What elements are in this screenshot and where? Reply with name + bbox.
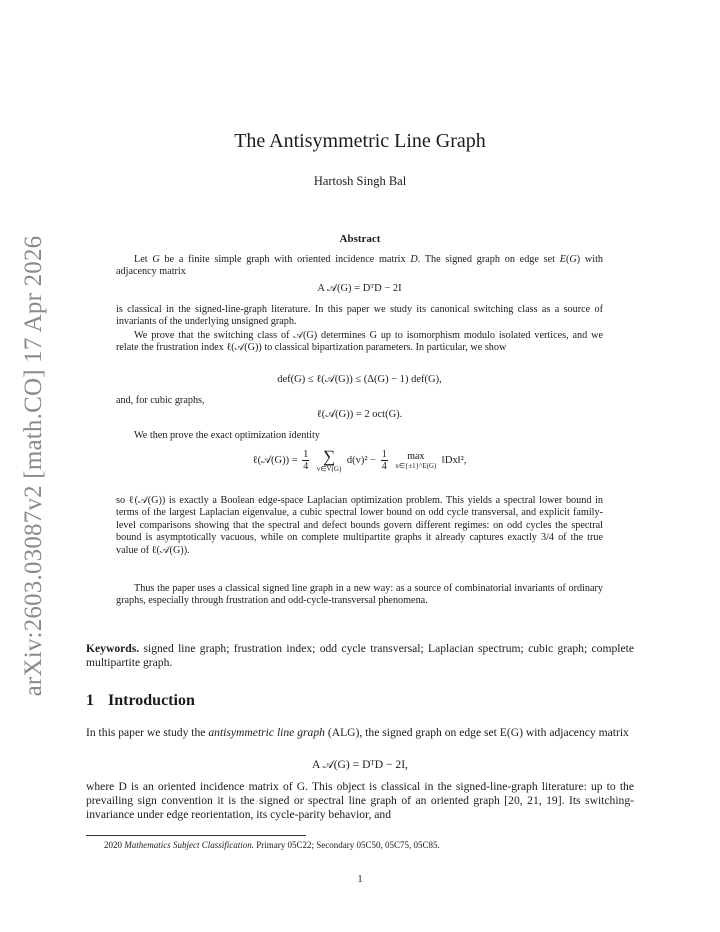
- abstract-paragraph-6: so ℓ(𝒜(G)) is exactly a Boolean edge-space Laplacian optimization problem. This yields a spectral lower bound in terms of the largest Laplacian eigenvalue, a cubic spectral lower bound on odd cycle transversal, and explicit family-level comparisons showing that the spectral and defect bounds govern different regimes: on odd cycles the spectral bound is asymptotically vacuous, while on complete multipartite graphs it already captures exactly 3/4 of the true value of ℓ(𝒜(G)).: [116, 495, 603, 556]
- abstract-equation-2: def(G) ≤ ℓ(𝒜(G)) ≤ (Δ(G) − 1) def(G),: [277, 374, 442, 385]
- abstract-equation-4: ℓ(𝒜(G)) = $\frac{1}{4}$ ∑ v∈V(G) d(v)² − $\frac{1}{4}$ max x∈{±1}^E(G) ‖Dx‖²,: [252, 447, 467, 473]
- section-heading-introduction: 1 Introduction: [86, 692, 195, 709]
- footnote-msc: 2020 Mathematics Subject Classification. Primary 05C22; Secondary 05C50, 05C75, 05C85.: [104, 840, 440, 850]
- intro-equation: A 𝒜(G) = DᵀD − 2I,: [312, 758, 408, 771]
- paper-author: Hartosh Singh Bal: [313, 174, 407, 188]
- footnote-rule: [86, 835, 306, 836]
- max-operator: max x∈{±1}^E(G): [395, 451, 437, 470]
- page-number: 1: [357, 874, 363, 885]
- intro-paragraph-2: where D is an oriented incidence matrix of G. This object is classical in the signed-line-graph literature: up to the prevailing sign convention it is the signed or spectral line graph of an oriented graph [20, 21, 19]. Its switching-invariance under edge reorientation, its cycle-parity behavior, and: [86, 780, 634, 821]
- abstract-equation-3: ℓ(𝒜(G)) = 2 oct(G).: [316, 409, 403, 420]
- keywords: [86, 642, 634, 670]
- arxiv-identifier: arXiv:2603.03087v2 [math.CO] 17 Apr 2026: [20, 235, 47, 697]
- abstract-paragraph-5: We then prove the exact optimization identity: [134, 430, 320, 441]
- fraction-one-quarter: $\frac{1}{4}$: [303, 449, 309, 472]
- abstract-paragraph-2: is classical in the signed-line-graph literature. In this paper we study its canonical switching class as a source of invariants of the underlying unsigned graph.: [116, 304, 603, 328]
- arxiv-sidebar: [12, 235, 56, 697]
- fraction-one-quarter-2: $\frac{1}{4}$: [381, 449, 387, 472]
- keywords-label: Keywords.: [86, 642, 140, 655]
- paper-title: The Antisymmetric Line Graph: [234, 130, 486, 152]
- abstract-paragraph-4: and, for cubic graphs,: [116, 395, 205, 406]
- abstract-heading: Abstract: [339, 233, 381, 245]
- abstract-equation-1: A 𝒜(G) = DᵀD − 2I: [317, 283, 402, 294]
- abstract-paragraph-1: Let G be a finite simple graph with oriented incidence matrix D. The signed graph on edge set E(G) with adjacency matrix: [116, 254, 604, 278]
- abstract-paragraph-7: Thus the paper uses a classical signed line graph in a new way: as a source of combinatorial invariants of ordinary graphs, especially through frustration and odd-cycle-transversal phenomena.: [116, 583, 603, 607]
- summation-operator: ∑ v∈V(G): [316, 447, 342, 473]
- intro-paragraph-1: In this paper we study the antisymmetric line graph (ALG), the signed graph on edge set E(G) with adjacency matrix: [86, 726, 629, 739]
- keywords-text: signed line graph; frustration index; odd cycle transversal; Laplacian spectrum; cubic graph; complete multipartite graph.: [86, 642, 634, 669]
- abstract-paragraph-3: We prove that the switching class of 𝒜(G) determines G up to isomorphism modulo isolated vertices, and we relate the frustration index ℓ(𝒜(G)) to classical bipartization parameters. In particular, we show: [116, 330, 603, 354]
